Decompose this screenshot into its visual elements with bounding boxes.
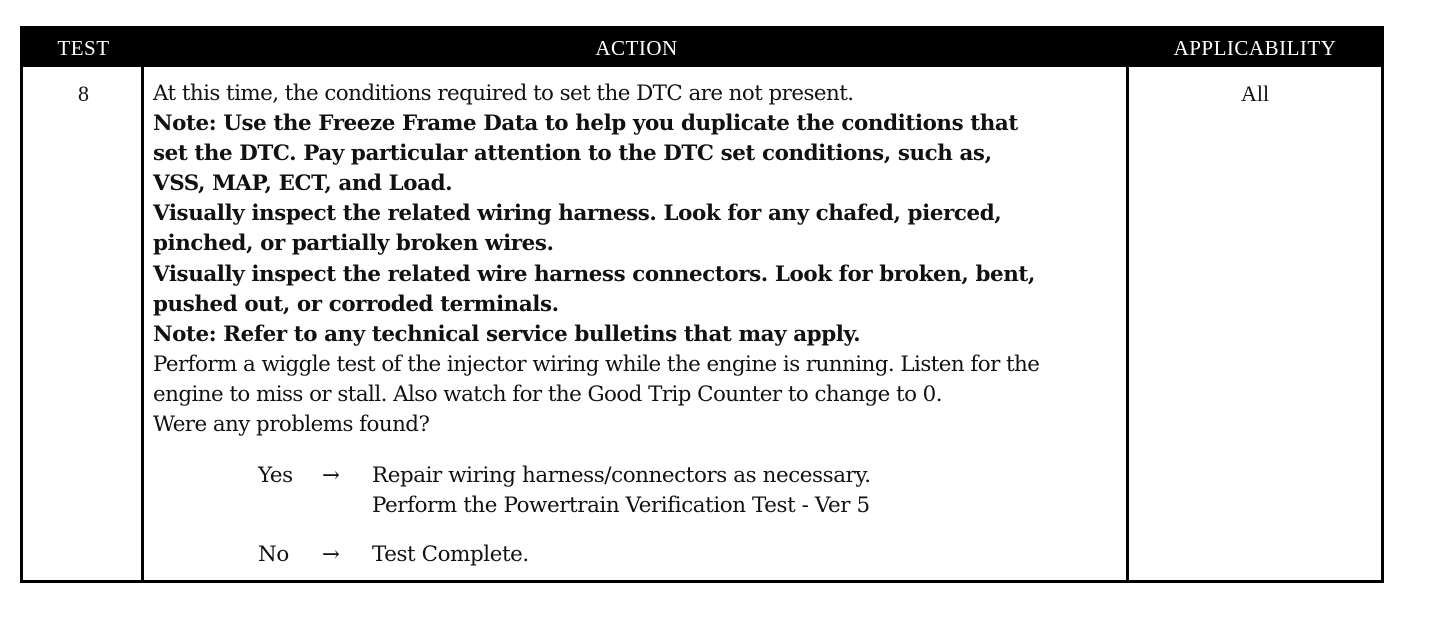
action-line: Note: Refer to any technical service bulletins that may apply.: [153, 321, 861, 347]
answer-yes-next-step: Perform the Powertrain Verification Test - Ver 5: [372, 493, 870, 518]
action-line: Visually inspect the related wire harness connectors. Look for broken, bent,: [153, 261, 1035, 287]
action-line: engine to miss or stall. Also watch for the Good Trip Counter to change to 0.: [153, 381, 942, 407]
answer-no: [258, 540, 998, 570]
test-number: 8: [78, 81, 89, 106]
right-arrow-icon: →: [322, 463, 340, 488]
action-line: Visually inspect the related wiring harness. Look for any chafed, pierced,: [153, 201, 1002, 227]
action-line: pinched, or partially broken wires.: [153, 231, 554, 257]
header-applicability: APPLICABILITY: [1173, 36, 1337, 60]
header-action: ACTION: [595, 36, 678, 60]
table-header-row: [23, 29, 1381, 67]
action-line: pushed out, or corroded terminals.: [153, 291, 559, 317]
answer-options: [258, 461, 998, 570]
answer-yes-action: Repair wiring harness/connectors as necessary.: [372, 463, 871, 488]
right-arrow-icon: →: [322, 542, 340, 567]
action-line: Note: Use the Freeze Frame Data to help you duplicate the conditions that: [153, 111, 1018, 137]
answer-no-action: Test Complete.: [372, 542, 529, 567]
answer-yes: [258, 461, 998, 521]
diagnostic-test-table: [20, 26, 1384, 583]
applicability-value: All: [1240, 81, 1270, 106]
answer-no-label: No: [258, 542, 289, 567]
action-cell: [153, 79, 1128, 440]
header-test: TEST: [57, 36, 110, 60]
action-line: VSS, MAP, ECT, and Load.: [153, 171, 453, 197]
action-line: set the DTC. Pay particular attention to the DTC set conditions, such as,: [153, 141, 992, 167]
action-line: At this time, the conditions required to set the DTC are not present.: [153, 81, 854, 106]
column-divider-test-action: [141, 67, 144, 580]
action-line: Were any problems found?: [153, 412, 430, 438]
answer-yes-label: Yes: [258, 463, 293, 488]
action-line: Perform a wiggle test of the injector wiring while the engine is running. Listen for the: [153, 351, 1040, 377]
